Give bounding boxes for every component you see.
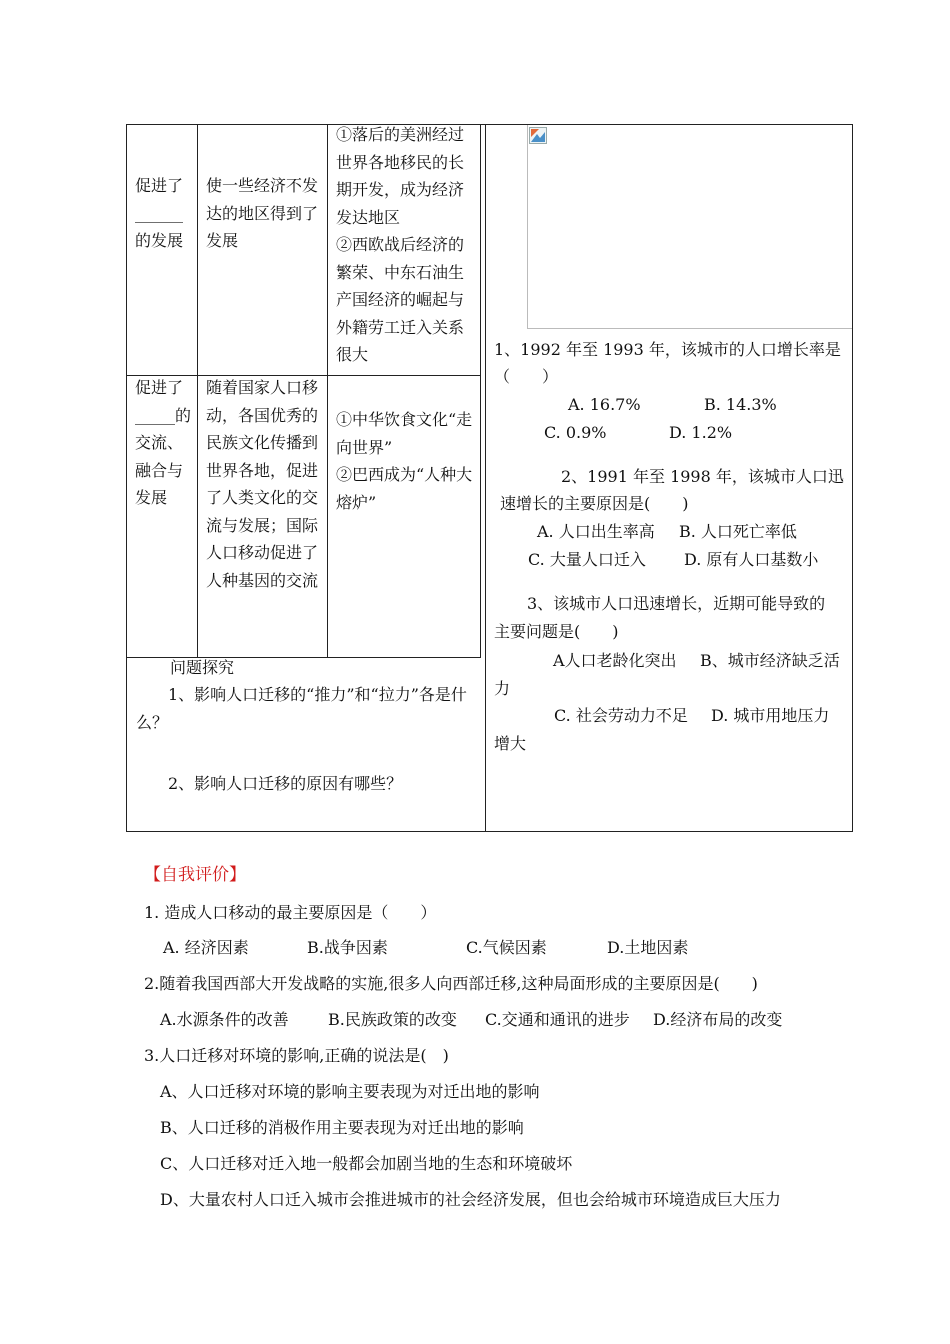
row2-col3-item-1: ①中华饮食文化“走向世界” xyxy=(336,410,473,457)
self-q3-opt-b: B、人口迁移的消极作用主要表现为对迁出地的影响 xyxy=(160,1118,524,1137)
right-q1-stem-b: （ ） xyxy=(494,367,559,386)
row1-col3-item-2: ②西欧战后经济的繁荣、中东石油生产国经济的崛起与外籍劳工迁入关系很大 xyxy=(336,235,465,364)
right-q2-opt-b: B. 人口死亡率低 xyxy=(679,522,797,541)
row1-col1: 促进了______的发展 xyxy=(135,176,184,250)
self-q1-opt-c: C.气候因素 xyxy=(466,938,547,957)
row2-col3 xyxy=(336,406,476,516)
right-q2-opt-c: C. 大量人口迁入 xyxy=(528,550,646,569)
right-q3-opt-b-cont: 力 xyxy=(494,679,511,698)
row1-col2: 使一些经济不发达的地区得到了发展 xyxy=(206,176,319,250)
row1-col3 xyxy=(336,121,476,369)
right-q3-opt-d-cont: 增大 xyxy=(494,734,527,753)
self-q1-stem: 1. 造成人口移动的最主要原因是（ ） xyxy=(144,903,437,922)
right-q3-stem-a: 3、该城市人口迅速增长，近期可能导致的 xyxy=(527,594,826,613)
self-q1-opt-b: B.战争因素 xyxy=(307,938,388,957)
right-q1-opt-b: B. 14.3% xyxy=(704,395,777,414)
row2-col1: 促进了_____的交流、融合与发展 xyxy=(135,378,192,507)
right-q2-stem-b: 速增长的主要原因是( ) xyxy=(500,494,689,513)
row1-col3-item-1: ①落后的美洲经过世界各地移民的长期开发，成为经济发达地区 xyxy=(336,125,465,227)
right-q3-opt-d: D. 城市用地压力 xyxy=(711,706,830,725)
inquiry-q2: 2、影响人口迁移的原因有哪些？ xyxy=(168,774,403,793)
self-q1-opt-d: D.土地因素 xyxy=(607,938,689,957)
right-q2-stem-a: 2、1991 年至 1998 年，该城市人口迅 xyxy=(561,467,844,486)
self-q2-opt-d: D.经济布局的改变 xyxy=(653,1010,783,1029)
right-q3-opt-b: B、城市经济缺乏活 xyxy=(700,651,840,670)
self-q3-opt-c: C、人口迁移对迁入地一般都会加剧当地的生态和环境破坏 xyxy=(160,1154,573,1173)
self-q3-opt-a: A、人口迁移对环境的影响主要表现为对迁出地的影响 xyxy=(160,1082,540,1101)
self-q2-opt-a: A.水源条件的改善 xyxy=(160,1010,289,1029)
right-q2-opt-a: A. 人口出生率高 xyxy=(537,522,655,541)
row2-col3-item-2: ②巴西成为“人种大熔炉” xyxy=(336,465,473,512)
self-q3-opt-d: D、大量农村人口迁入城市会推进城市的社会经济发展，但也会给城市环境造成巨大压力 xyxy=(160,1190,781,1209)
row2-col2: 随着国家人口移动，各国优秀的民族文化传播到世界各地，促进了人类文化的交流与发展；国际人口移动促进了人种基因的交流 xyxy=(206,378,319,590)
right-q1-opt-a: A. 16.7% xyxy=(568,395,641,414)
broken-image-icon xyxy=(529,127,547,144)
right-q2-opt-d: D. 原有人口基数小 xyxy=(684,550,819,569)
self-q3-stem: 3.人口迁移对环境的影响,正确的说法是( ) xyxy=(144,1046,449,1065)
self-q2-opt-b: B.民族政策的改变 xyxy=(328,1010,457,1029)
self-q2-stem: 2.随着我国西部大开发战略的实施,很多人向西部迁移,这种局面形成的主要原因是( ) xyxy=(144,974,758,993)
inquiry-title: 问题探究 xyxy=(170,658,235,677)
right-q3-stem-b: 主要问题是( ) xyxy=(494,622,619,641)
self-eval-heading: 【自我评价】 xyxy=(144,865,246,885)
chart-image-frame xyxy=(527,125,852,329)
right-q1-stem-a: 1、1992 年至 1993 年，该城市的人口增长率是 xyxy=(494,340,841,359)
inquiry-q1: 1、影响人口迁移的“推力”和“拉力”各是什么？ xyxy=(136,685,467,732)
right-q3-opt-a: A人口老龄化突出 xyxy=(553,651,677,670)
right-q1-opt-c: C. 0.9% xyxy=(544,423,607,442)
right-q1-opt-d: D. 1.2% xyxy=(669,423,733,442)
right-q3-opt-c: C. 社会劳动力不足 xyxy=(554,706,688,725)
self-q1-opt-a: A. 经济因素 xyxy=(163,938,249,957)
self-q2-opt-c: C.交通和通讯的进步 xyxy=(485,1010,630,1029)
